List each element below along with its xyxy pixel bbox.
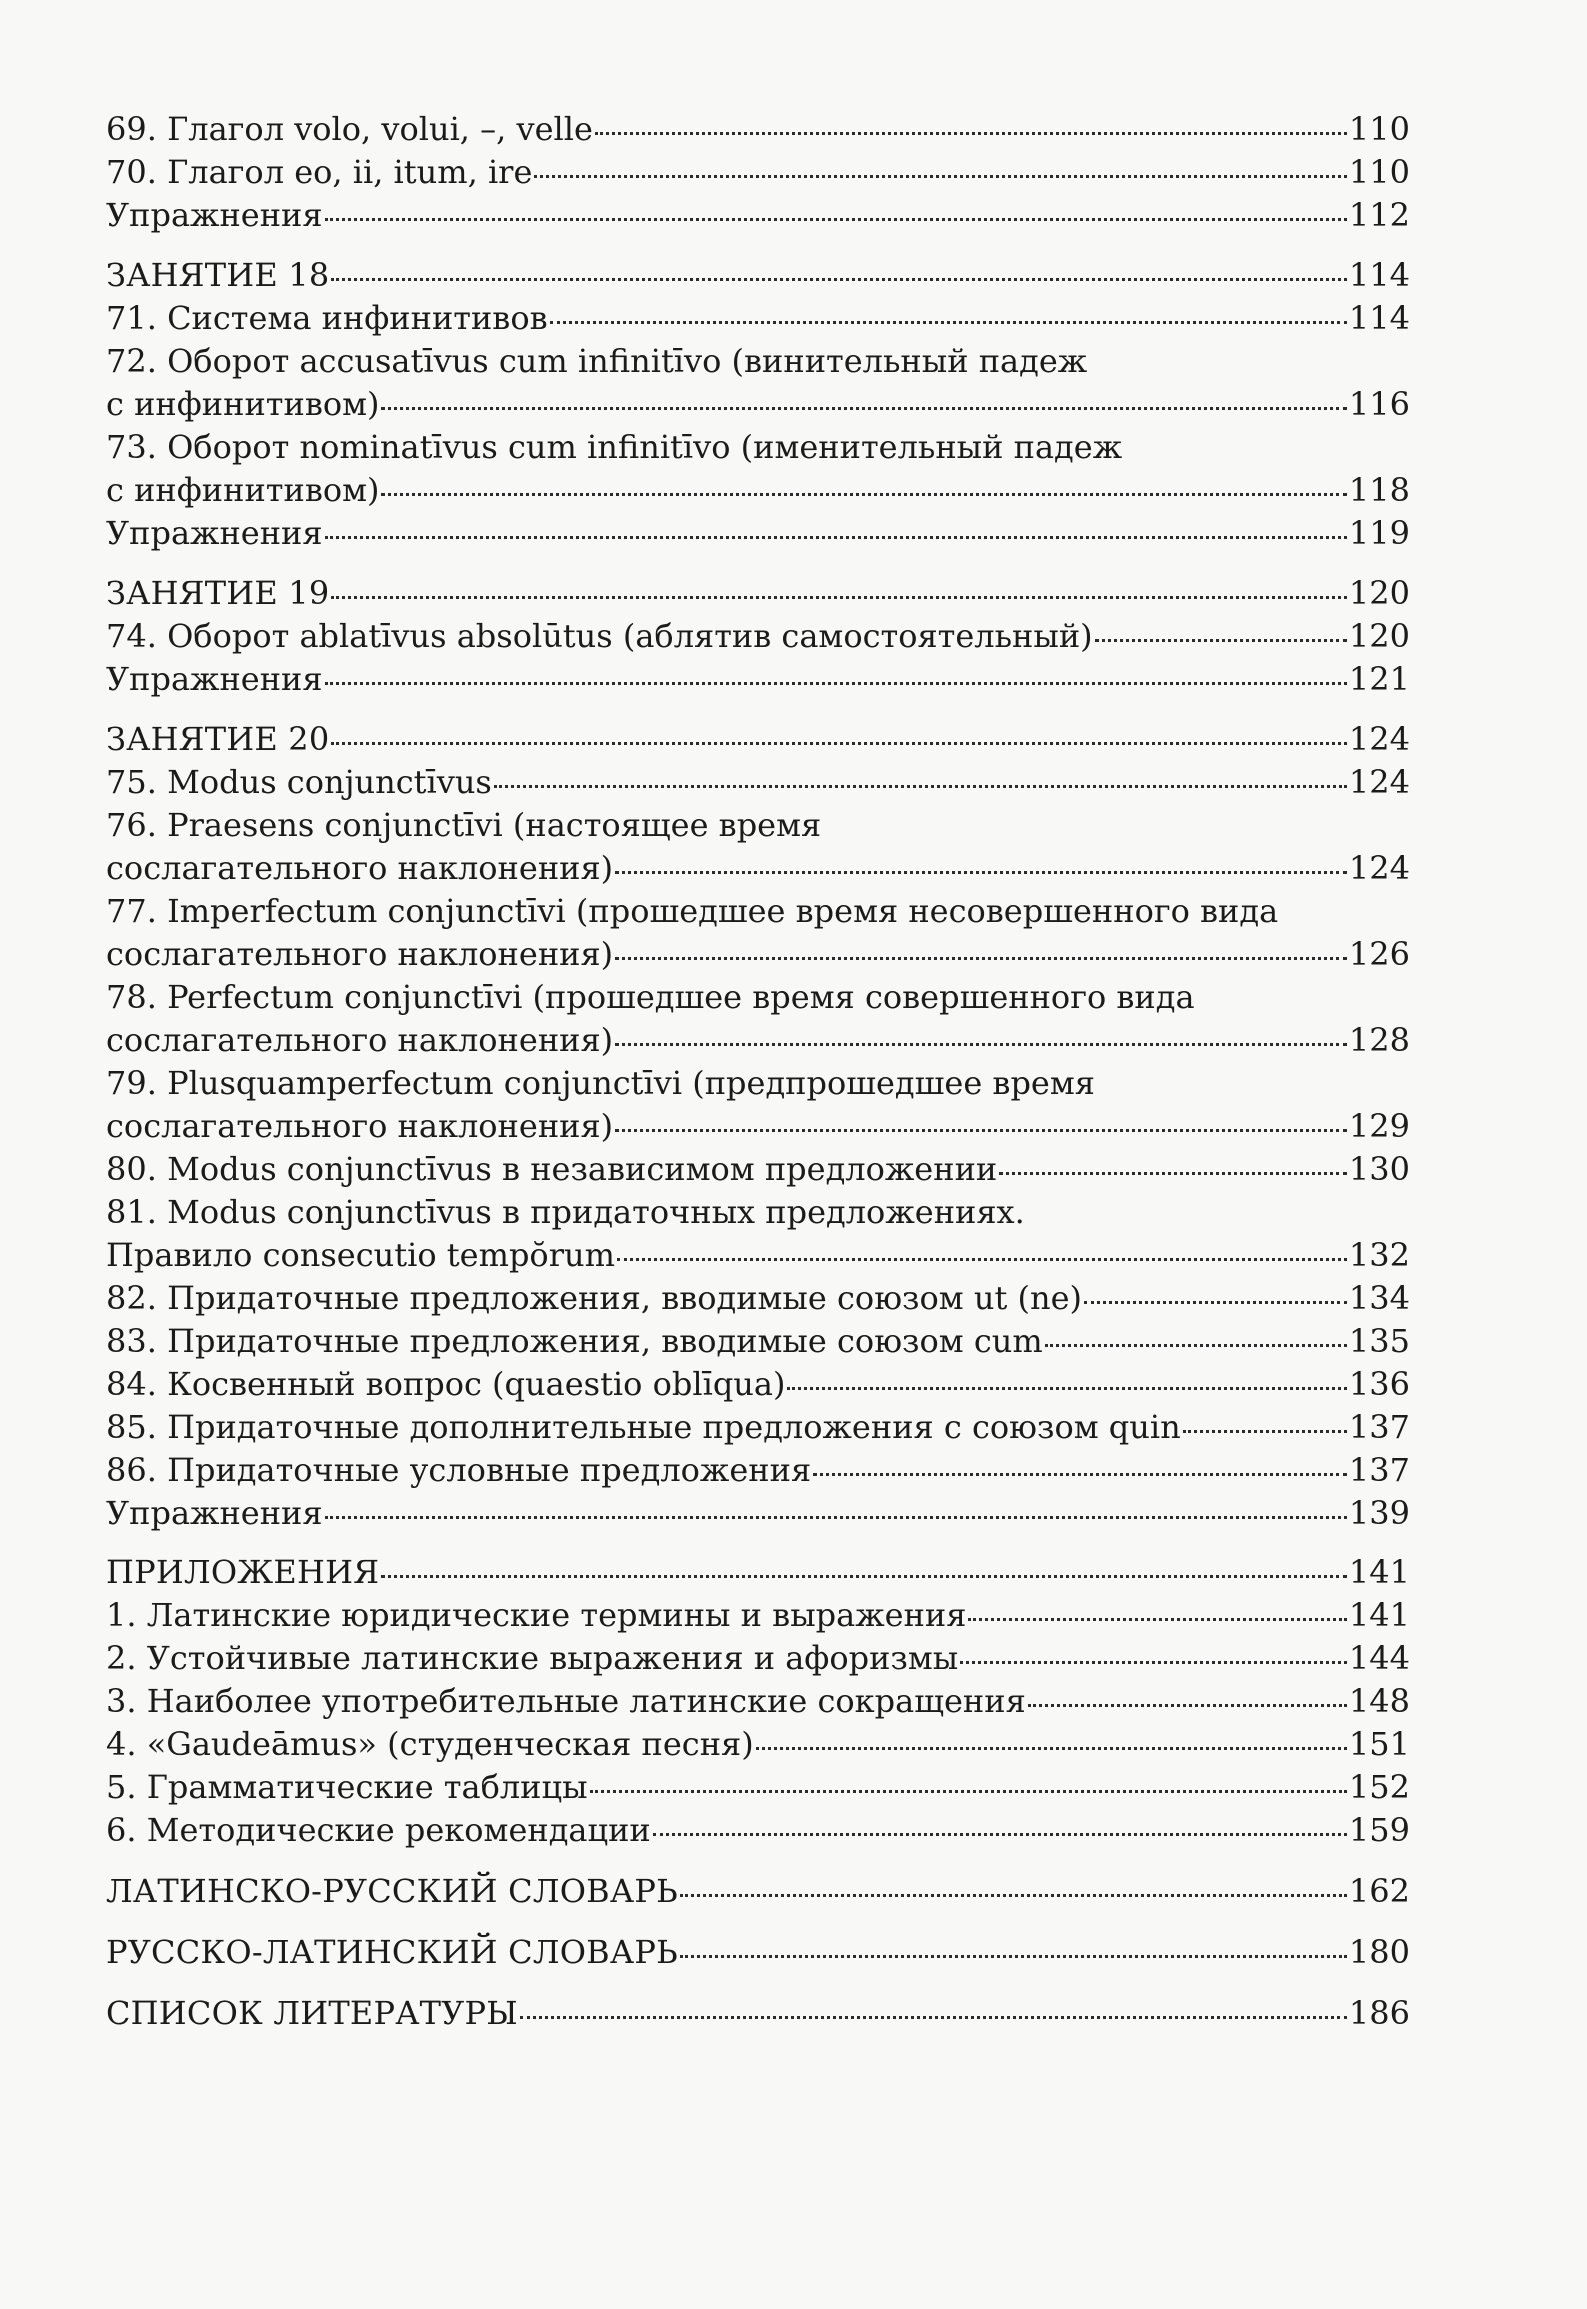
toc-page-number: 141 bbox=[1348, 1553, 1410, 1591]
toc-entry-73[interactable] bbox=[106, 469, 1410, 512]
toc-page-number: 114 bbox=[1348, 256, 1410, 294]
leader-dots bbox=[680, 1894, 1347, 1897]
toc-entry-title: 74. Оборот ablatīvus absolūtus (аблятив самостоятельный) bbox=[106, 617, 1093, 655]
toc-entry-title: 2. Устойчивые латинские выражения и афоризмы bbox=[106, 1639, 959, 1677]
toc-entry-title: 75. Modus conjunctīvus bbox=[106, 763, 492, 801]
toc-entry-title: ПРИЛОЖЕНИЯ bbox=[106, 1553, 380, 1591]
toc-entry-title: 84. Косвенный вопрос (quaestio oblīqua) bbox=[106, 1365, 786, 1403]
toc-page-number: 124 bbox=[1348, 720, 1410, 758]
toc-page-number: 135 bbox=[1348, 1322, 1410, 1360]
leader-dots bbox=[325, 218, 1347, 221]
toc-entry-exercises[interactable] bbox=[106, 512, 1410, 555]
toc-entry-first-line: 72. Оборот accusatīvus cum infinitīvo (винительный падеж bbox=[106, 342, 1088, 380]
toc-entry-appendix-4[interactable] bbox=[106, 1723, 1410, 1766]
toc-page-number: 139 bbox=[1348, 1494, 1410, 1532]
toc-entry-appendix-6[interactable] bbox=[106, 1809, 1410, 1852]
toc-entry-78[interactable] bbox=[106, 1019, 1410, 1062]
toc-page-number: 137 bbox=[1348, 1451, 1410, 1489]
toc-page-number: 120 bbox=[1348, 574, 1410, 612]
toc-page-number: 110 bbox=[1348, 110, 1410, 148]
toc-entry-first-line: 81. Modus conjunctīvus в придаточных предложениях. bbox=[106, 1193, 1025, 1231]
leader-dots bbox=[595, 132, 1347, 135]
toc-page-number: 141 bbox=[1348, 1596, 1410, 1634]
toc-entry-title: с инфинитивом) bbox=[106, 385, 380, 423]
toc-entry-title: сослагательного наклонения) bbox=[106, 849, 614, 887]
toc-entry-69[interactable] bbox=[106, 108, 1410, 151]
toc-entry-exercises[interactable] bbox=[106, 194, 1410, 237]
toc-entry-80[interactable] bbox=[106, 1148, 1410, 1191]
toc-page-number: 124 bbox=[1348, 849, 1410, 887]
leader-dots bbox=[381, 407, 1346, 410]
toc-entry-title: 83. Придаточные предложения, вводимые союзом cum bbox=[106, 1322, 1043, 1360]
toc-entry-title: сослагательного наклонения) bbox=[106, 935, 614, 973]
toc-page-number: 130 bbox=[1348, 1150, 1410, 1188]
toc-page-number: 121 bbox=[1348, 660, 1410, 698]
toc-page-number: 180 bbox=[1348, 1933, 1410, 1971]
toc-entry-first-line: 73. Оборот nominatīvus cum infinitīvo (именительный падеж bbox=[106, 428, 1123, 466]
toc-page-number: 134 bbox=[1348, 1279, 1410, 1317]
toc-entry-appendix-3[interactable] bbox=[106, 1680, 1410, 1723]
leader-dots bbox=[615, 871, 1347, 874]
toc-entry-appendix-2[interactable] bbox=[106, 1637, 1410, 1680]
toc-entry-title: 70. Глагол eo, ii, itum, ire bbox=[106, 153, 533, 191]
leader-dots bbox=[653, 1833, 1347, 1836]
leader-dots bbox=[615, 1043, 1347, 1046]
leader-dots bbox=[1095, 639, 1347, 642]
leader-dots bbox=[615, 1129, 1347, 1132]
toc-page-number: 114 bbox=[1348, 299, 1410, 337]
leader-dots bbox=[534, 175, 1347, 178]
leader-dots bbox=[494, 785, 1347, 788]
leader-dots bbox=[331, 596, 1347, 599]
toc-page-number: 132 bbox=[1348, 1236, 1410, 1274]
leader-dots bbox=[381, 493, 1346, 496]
toc-entry-title: сослагательного наклонения) bbox=[106, 1021, 614, 1059]
toc-entry-title: Упражнения bbox=[106, 196, 323, 234]
leader-dots bbox=[1045, 1344, 1347, 1347]
toc-entry-title: ЗАНЯТИЕ 20 bbox=[106, 720, 330, 758]
toc-entry-first-line: 78. Perfectum conjunctīvi (прошедшее время совершенного вида bbox=[106, 978, 1195, 1016]
toc-entry-appendix-1[interactable] bbox=[106, 1594, 1410, 1637]
leader-dots bbox=[968, 1618, 1346, 1621]
leader-dots bbox=[1183, 1430, 1347, 1433]
toc-page-number: 128 bbox=[1348, 1021, 1410, 1059]
toc-page-number: 118 bbox=[1348, 471, 1410, 509]
toc-entry-title: 4. «Gaudeāmus» (студенческая песня) bbox=[106, 1725, 754, 1763]
toc-entry-title: 82. Придаточные предложения, вводимые союзом ut (ne) bbox=[106, 1279, 1082, 1317]
toc-page-number: 148 bbox=[1348, 1682, 1410, 1720]
toc-page-number: 136 bbox=[1348, 1365, 1410, 1403]
leader-dots bbox=[617, 1258, 1347, 1261]
toc-page-number: 120 bbox=[1348, 617, 1410, 655]
toc-page-number: 110 bbox=[1348, 153, 1410, 191]
toc-entry-81[interactable] bbox=[106, 1234, 1410, 1277]
toc-entry-76[interactable] bbox=[106, 847, 1410, 890]
toc-entry-title: 1. Латинские юридические термины и выражения bbox=[106, 1596, 967, 1634]
toc-entry-lesson-18[interactable] bbox=[106, 254, 1410, 297]
toc-entry-exercises[interactable] bbox=[106, 658, 1410, 701]
leader-dots bbox=[325, 1516, 1347, 1519]
toc-entry-84[interactable] bbox=[106, 1363, 1410, 1406]
toc-entry-title: ЗАНЯТИЕ 19 bbox=[106, 574, 330, 612]
toc-entry-82[interactable] bbox=[106, 1277, 1410, 1320]
toc-entry-title: 3. Наиболее употребительные латинские сокращения bbox=[106, 1682, 1026, 1720]
toc-page-number: 137 bbox=[1348, 1408, 1410, 1446]
toc-entry-85[interactable] bbox=[106, 1406, 1410, 1449]
leader-dots bbox=[680, 1955, 1347, 1958]
leader-dots bbox=[999, 1172, 1347, 1175]
toc-page-number: 129 bbox=[1348, 1107, 1410, 1145]
toc-entry-russian-latin-dictionary[interactable] bbox=[106, 1931, 1410, 1974]
leader-dots bbox=[331, 742, 1347, 745]
toc-entry-title: Упражнения bbox=[106, 1494, 323, 1532]
toc-entry-79[interactable] bbox=[106, 1105, 1410, 1148]
leader-dots bbox=[331, 278, 1347, 281]
leader-dots bbox=[325, 682, 1347, 685]
toc-entry-77[interactable] bbox=[106, 933, 1410, 976]
toc-entry-title: ЗАНЯТИЕ 18 bbox=[106, 256, 330, 294]
leader-dots bbox=[381, 1575, 1347, 1578]
toc-page-number: 152 bbox=[1348, 1768, 1410, 1806]
toc-entry-title: СПИСОК ЛИТЕРАТУРЫ bbox=[106, 1994, 518, 2032]
toc-entry-title: 6. Методические рекомендации bbox=[106, 1811, 651, 1849]
leader-dots bbox=[590, 1790, 1347, 1793]
toc-entry-title: Упражнения bbox=[106, 660, 323, 698]
toc-entry-75[interactable] bbox=[106, 761, 1410, 804]
leader-dots bbox=[550, 321, 1347, 324]
toc-entry-bibliography[interactable] bbox=[106, 1992, 1410, 2035]
toc-entry-71[interactable] bbox=[106, 297, 1410, 340]
toc-entry-title: сослагательного наклонения) bbox=[106, 1107, 614, 1145]
toc-entry-title: 80. Modus conjunctīvus в независимом предложении bbox=[106, 1150, 998, 1188]
toc-entry-86[interactable] bbox=[106, 1449, 1410, 1492]
toc-entry-first-line: 79. Plusquamperfectum conjunctīvi (предпрошедшее время bbox=[106, 1064, 1095, 1102]
table-of-contents bbox=[106, 108, 1410, 2035]
leader-dots bbox=[1084, 1301, 1347, 1304]
toc-page-number: 151 bbox=[1348, 1725, 1410, 1763]
leader-dots bbox=[960, 1661, 1347, 1664]
toc-entry-72[interactable] bbox=[106, 383, 1410, 426]
toc-page-number: 162 bbox=[1348, 1872, 1410, 1910]
toc-entry-latin-russian-dictionary[interactable] bbox=[106, 1870, 1410, 1913]
toc-page-number: 186 bbox=[1348, 1994, 1410, 2032]
toc-page-number: 124 bbox=[1348, 763, 1410, 801]
leader-dots bbox=[756, 1747, 1347, 1750]
toc-page-number: 159 bbox=[1348, 1811, 1410, 1849]
toc-entry-83[interactable] bbox=[106, 1320, 1410, 1363]
toc-entry-appendix-5[interactable] bbox=[106, 1766, 1410, 1809]
leader-dots bbox=[813, 1473, 1347, 1476]
toc-entry-first-line: 77. Imperfectum conjunctīvi (прошедшее время несовершенного вида bbox=[106, 892, 1279, 930]
leader-dots bbox=[325, 536, 1347, 539]
toc-entry-exercises[interactable] bbox=[106, 1492, 1410, 1535]
toc-entry-appendices[interactable] bbox=[106, 1551, 1410, 1594]
toc-entry-title: ЛАТИНСКО-РУССКИЙ СЛОВАРЬ bbox=[106, 1872, 678, 1910]
toc-page-number: 119 bbox=[1348, 514, 1410, 552]
toc-entry-lesson-20[interactable] bbox=[106, 718, 1410, 761]
toc-entry-70[interactable] bbox=[106, 151, 1410, 194]
leader-dots bbox=[1028, 1704, 1347, 1707]
toc-page-number: 112 bbox=[1348, 196, 1410, 234]
toc-entry-lesson-19[interactable] bbox=[106, 572, 1410, 615]
toc-page-number: 126 bbox=[1348, 935, 1410, 973]
toc-entry-title: 86. Придаточные условные предложения bbox=[106, 1451, 812, 1489]
leader-dots bbox=[520, 2016, 1347, 2019]
leader-dots bbox=[615, 957, 1347, 960]
toc-page-number: 116 bbox=[1348, 385, 1410, 423]
toc-entry-title: с инфинитивом) bbox=[106, 471, 380, 509]
leader-dots bbox=[787, 1387, 1346, 1390]
toc-entry-title: Правило consecutio tempŏrum bbox=[106, 1236, 615, 1274]
toc-entry-title: 85. Придаточные дополнительные предложения с союзом quin bbox=[106, 1408, 1181, 1446]
toc-entry-first-line: 76. Praesens conjunctīvi (настоящее время bbox=[106, 806, 822, 844]
toc-entry-title: 71. Система инфинитивов bbox=[106, 299, 548, 337]
toc-page-number: 144 bbox=[1348, 1639, 1410, 1677]
toc-entry-title: 69. Глагол volo, volui, –, velle bbox=[106, 110, 593, 148]
toc-entry-74[interactable] bbox=[106, 615, 1410, 658]
toc-entry-title: РУССКО-ЛАТИНСКИЙ СЛОВАРЬ bbox=[106, 1933, 678, 1971]
toc-entry-title: 5. Грамматические таблицы bbox=[106, 1768, 588, 1806]
toc-entry-title: Упражнения bbox=[106, 514, 323, 552]
